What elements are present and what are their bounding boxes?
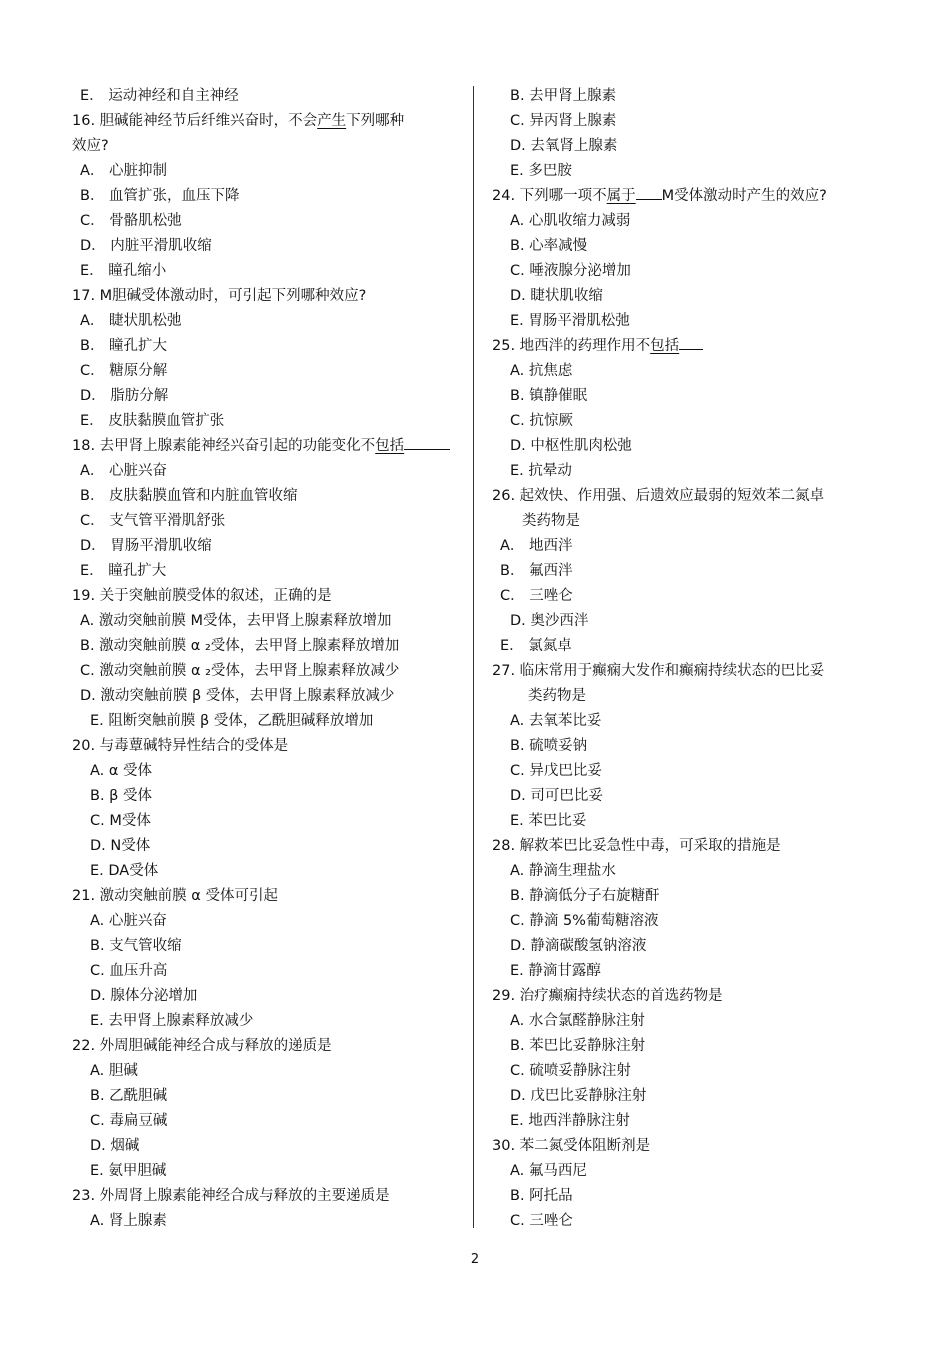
answer-option: B. 支气管收缩 — [90, 938, 182, 954]
answer-option: D. 中枢性肌肉松弛 — [510, 438, 632, 454]
question-text: 21. 激动突触前膜 α 受体可引起 — [72, 888, 278, 904]
question-text: 23. 外周肾上腺素能神经合成与释放的主要递质是 — [72, 1188, 390, 1204]
answer-option: A. 抗焦虑 — [510, 363, 573, 379]
answer-option: C. 三唑仑 — [510, 1213, 573, 1229]
answer-option: E． 运动神经和自主神经 — [80, 88, 239, 104]
answer-option: E. 静滴甘露醇 — [510, 963, 601, 979]
answer-option: D. 静滴碳酸氢钠溶液 — [510, 938, 647, 954]
answer-option: E. DA受体 — [90, 863, 159, 879]
answer-option: C. 静滴 5%葡萄糖溶液 — [510, 913, 659, 929]
answer-option: E. 地西泮静脉注射 — [510, 1113, 630, 1129]
question-text — [72, 109, 462, 134]
question-text — [492, 184, 862, 209]
answer-blank — [679, 335, 703, 350]
answer-option: A. 胆碱 — [90, 1063, 138, 1079]
answer-option: B． 氟西泮 — [500, 563, 573, 579]
answer-option: E. 抗晕动 — [510, 463, 572, 479]
answer-option: D. 戊巴比妥静脉注射 — [510, 1088, 647, 1104]
answer-option: A． 心脏兴奋 — [80, 463, 168, 479]
answer-option: B． 瞳孔扩大 — [80, 338, 168, 354]
answer-option: A． 心脏抑制 — [80, 163, 168, 179]
answer-option: B. 去甲肾上腺素 — [510, 88, 617, 104]
question-stem: 18. 去甲肾上腺素能神经兴奋引起的功能变化不 — [72, 438, 376, 454]
answer-option: C. 毒扁豆碱 — [90, 1113, 168, 1129]
question-text: 类药物是 — [522, 513, 580, 529]
answer-option: A． 睫状肌松弛 — [80, 313, 182, 329]
answer-option: A． 地西泮 — [500, 538, 573, 554]
question-stem-tail: 下列哪种 — [346, 113, 405, 129]
answer-option: C． 三唑仑 — [500, 588, 573, 604]
answer-option: D． 脂肪分解 — [80, 388, 169, 404]
answer-option: D. 去氧肾上腺素 — [510, 138, 618, 154]
question-text: 28. 解救苯巴比妥急性中毒，可采取的措施是 — [492, 838, 781, 854]
answer-option: E. 去甲肾上腺素释放减少 — [90, 1013, 254, 1029]
answer-option: A. 氟马西尼 — [510, 1163, 587, 1179]
answer-option: B. 阿托品 — [510, 1188, 573, 1204]
answer-option: B. 激动突触前膜 α ₂受体，去甲肾上腺素释放增加 — [80, 638, 400, 654]
answer-option: C. 唾液腺分泌增加 — [510, 263, 631, 279]
question-text: 29. 治疗癫痫持续状态的首选药物是 — [492, 988, 723, 1004]
underlined-keyword: 产生 — [317, 113, 347, 129]
answer-option: B. 静滴低分子右旋糖酐 — [510, 888, 660, 904]
column-divider — [473, 86, 474, 1228]
question-text: 17. M胆碱受体激动时，可引起下列哪种效应? — [72, 288, 367, 304]
answer-option: A. 去氧苯比妥 — [510, 713, 602, 729]
answer-option: C. 异丙肾上腺素 — [510, 113, 617, 129]
question-text: 效应? — [72, 138, 109, 154]
answer-blank — [636, 185, 662, 200]
answer-option: E． 氯氮卓 — [500, 638, 572, 654]
answer-option: B. 硫喷妥钠 — [510, 738, 588, 754]
answer-option: D. N受体 — [90, 838, 151, 854]
question-text: 类药物是 — [528, 688, 586, 704]
answer-option: C. 硫喷妥静脉注射 — [510, 1063, 631, 1079]
underlined-keyword: 包括 — [650, 338, 680, 354]
answer-option: C. 血压升高 — [90, 963, 168, 979]
answer-blank — [404, 435, 450, 450]
question-stem: 16. 胆碱能神经节后纤维兴奋时，不会 — [72, 113, 318, 129]
question-text: 20. 与毒蕈碱特异性结合的受体是 — [72, 738, 289, 754]
answer-option: A. α 受体 — [90, 763, 153, 779]
answer-option: B． 血管扩张，血压下降 — [80, 188, 240, 204]
answer-option: C． 骨骼肌松弛 — [80, 213, 182, 229]
answer-option: A. 激动突触前膜 M受体，去甲肾上腺素释放增加 — [80, 613, 392, 629]
answer-option: E. 胃肠平滑肌松弛 — [510, 313, 630, 329]
answer-option: C． 支气管平滑肌舒张 — [80, 513, 226, 529]
answer-option: D. 烟碱 — [90, 1138, 140, 1154]
underlined-keyword: 属于 — [606, 188, 636, 204]
answer-option: D. 睫状肌收缩 — [510, 288, 603, 304]
page-number: 2 — [470, 1252, 480, 1267]
answer-option: D. 奥沙西泮 — [510, 613, 589, 629]
answer-option: B. 心率减慢 — [510, 238, 588, 254]
answer-option: E. 阻断突触前膜 β 受体，乙酰胆碱释放增加 — [90, 713, 374, 729]
answer-option: D. 激动突触前膜 β 受体，去甲肾上腺素释放减少 — [80, 688, 395, 704]
left-column — [72, 84, 462, 1234]
answer-option: C. 抗惊厥 — [510, 413, 573, 429]
right-column — [492, 84, 862, 1234]
question-stem: 24. 下列哪一项不 — [492, 188, 607, 204]
answer-option: E． 瞳孔扩大 — [80, 563, 167, 579]
answer-option: C. 异戊巴比妥 — [510, 763, 602, 779]
answer-option: E． 瞳孔缩小 — [80, 263, 167, 279]
answer-option: C． 糖原分解 — [80, 363, 168, 379]
answer-option: A. 静滴生理盐水 — [510, 863, 616, 879]
question-text — [492, 334, 862, 359]
answer-option: D． 胃肠平滑肌收缩 — [80, 538, 212, 554]
answer-option: D. 腺体分泌增加 — [90, 988, 198, 1004]
answer-option: B. 镇静催眠 — [510, 388, 588, 404]
answer-option: A. 水合氯醛静脉注射 — [510, 1013, 645, 1029]
answer-option: C. 激动突触前膜 α ₂受体，去甲肾上腺素释放减少 — [80, 663, 400, 679]
question-text: 19. 关于突触前膜受体的叙述，正确的是 — [72, 588, 332, 604]
question-text: 27. 临床常用于癫痫大发作和癫痫持续状态的巴比妥 — [492, 663, 825, 679]
answer-option: B. 乙酰胆碱 — [90, 1088, 168, 1104]
underlined-keyword: 包括 — [375, 438, 405, 454]
question-text: 30. 苯二氮受体阻断剂是 — [492, 1138, 651, 1154]
question-stem: 25. 地西泮的药理作用不 — [492, 338, 651, 354]
question-stem-tail: M受体激动时产生的效应? — [661, 188, 827, 204]
answer-option: E. 氨甲胆碱 — [90, 1163, 167, 1179]
answer-option: E． 皮肤黏膜血管扩张 — [80, 413, 225, 429]
answer-option: D． 内脏平滑肌收缩 — [80, 238, 212, 254]
answer-option: D. 司可巴比妥 — [510, 788, 603, 804]
answer-option: E. 多巴胺 — [510, 163, 572, 179]
answer-option: B. β 受体 — [90, 788, 153, 804]
answer-option: A. 心脏兴奋 — [90, 913, 167, 929]
question-text — [72, 434, 462, 459]
answer-option: A. 肾上腺素 — [90, 1213, 167, 1229]
answer-option: B. 苯巴比妥静脉注射 — [510, 1038, 646, 1054]
answer-option: E. 苯巴比妥 — [510, 813, 587, 829]
answer-option: B． 皮肤黏膜血管和内脏血管收缩 — [80, 488, 298, 504]
question-text: 26. 起效快、作用强、后遗效应最弱的短效苯二氮卓 — [492, 488, 825, 504]
answer-option: A. 心肌收缩力减弱 — [510, 213, 631, 229]
question-text: 22. 外周胆碱能神经合成与释放的递质是 — [72, 1038, 332, 1054]
answer-option: C. M受体 — [90, 813, 151, 829]
